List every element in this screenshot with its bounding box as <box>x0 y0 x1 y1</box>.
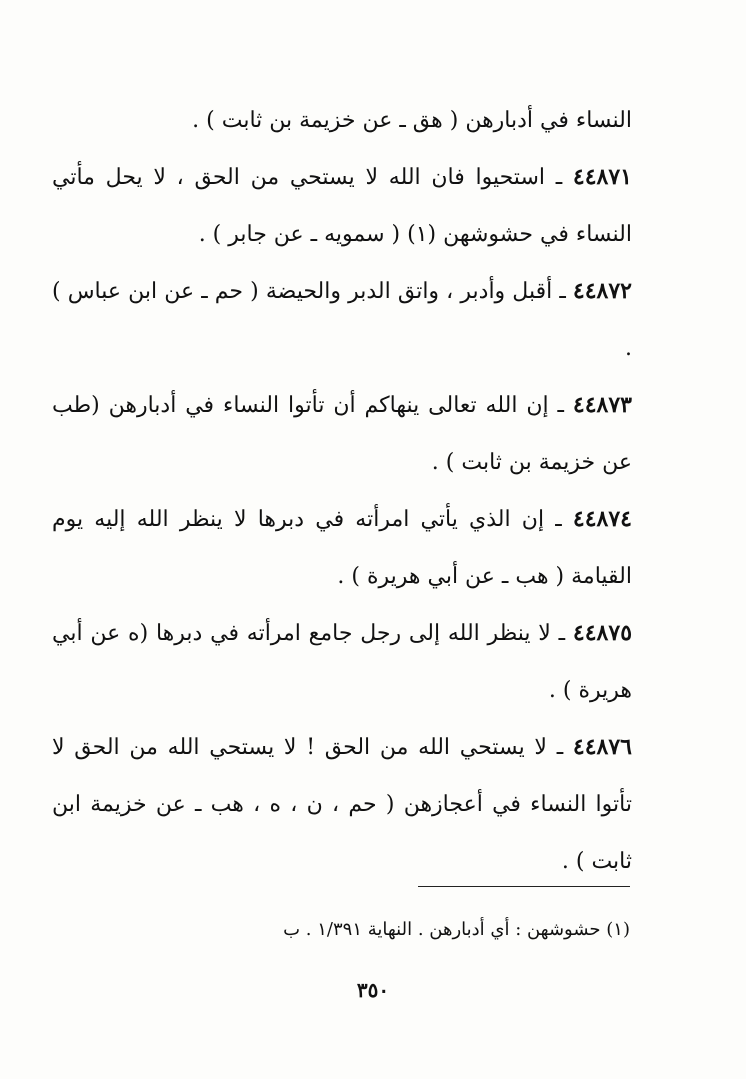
hadith-number: ٤٤٨٧١ <box>572 164 632 190</box>
hadith-entry <box>52 377 632 491</box>
hadith-number: ٤٤٨٧٢ <box>572 278 632 304</box>
hadith-text: ـ أقبل وأدبر ، واتق الدبر والحيضة ( حم ـ عن ابن عباس ) . <box>52 279 632 361</box>
footnote: (١) حشوشهن : أي أدبارهن . النهاية ١/٣٩١ . ب <box>283 919 630 940</box>
hadith-number: ٤٤٨٧٥ <box>572 620 633 646</box>
page-number: ٣٥٠ <box>356 978 390 1002</box>
hadith-text: ـ لا يستحي الله من الحق ! لا يستحي الله من الحق لا تأتوا النساء في أعجازهن ( حم ، ن ، ه ، هب ـ عن خزيمة ابن ثابت ) . <box>52 735 632 874</box>
hadith-number: ٤٤٨٧٣ <box>572 392 632 418</box>
hadith-entry <box>52 605 632 719</box>
hadith-text-block <box>52 92 632 890</box>
hadith-text: ـ إن الله تعالى ينهاكم أن تأتوا النساء في أدبارهن (طب عن خزيمة بن ثابت ) . <box>52 393 632 475</box>
hadith-number: ٤٤٨٧٦ <box>572 734 632 760</box>
hadith-entry <box>52 719 632 890</box>
footnote-divider <box>418 886 630 887</box>
intro-line: النساء في أدبارهن ( هق ـ عن خزيمة بن ثابت ) . <box>192 108 632 133</box>
hadith-text: ـ لا ينظر الله إلى رجل جامع امرأته في دبرها (ه عن أبي هريرة ) . <box>52 621 632 703</box>
hadith-entry <box>52 263 632 377</box>
hadith-number: ٤٤٨٧٤ <box>572 506 632 532</box>
hadith-entry <box>52 491 632 605</box>
hadith-entry <box>52 149 632 263</box>
hadith-text: ـ استحيوا فان الله لا يستحي من الحق ، لا يحل مأتي النساء في حشوشهن (١) ( سمويه ـ عن جابر ) . <box>52 165 632 247</box>
hadith-text: ـ إن الذي يأتي امرأته في دبرها لا ينظر الله إليه يوم القيامة ( هب ـ عن أبي هريرة ) . <box>52 507 632 589</box>
